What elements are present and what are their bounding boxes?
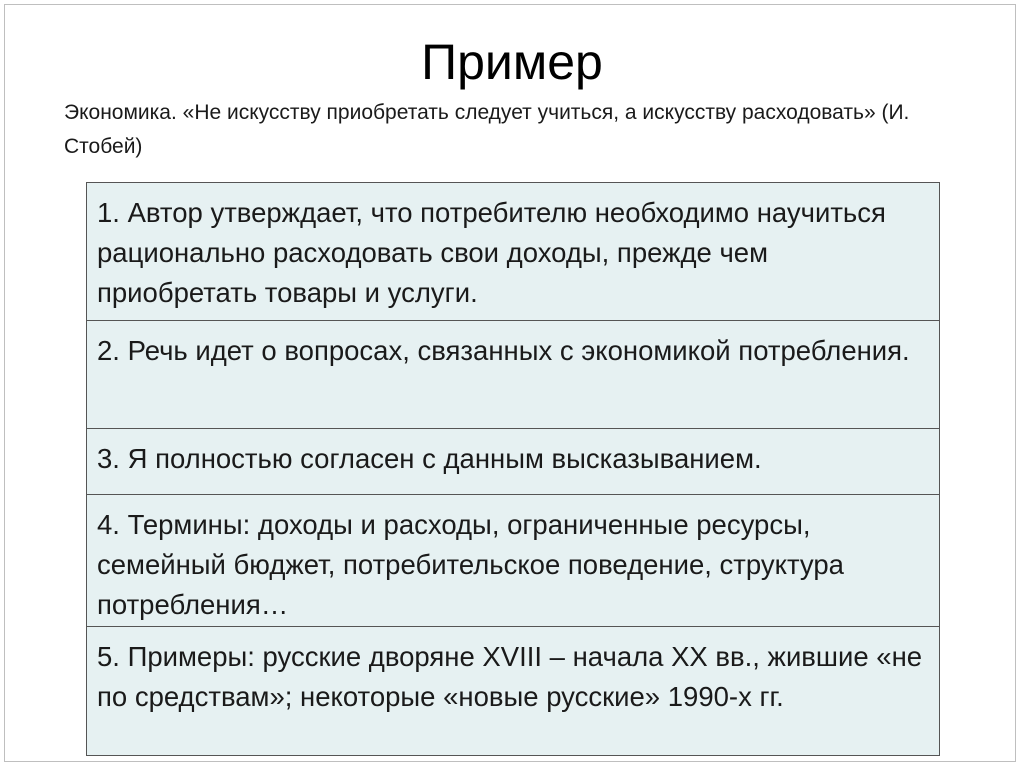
answer-table: [86, 182, 940, 756]
answer-item-3: 3. Я полностью согласен с данным высказыванием.: [87, 429, 939, 495]
answer-item-4: 4. Термины: доходы и расходы, ограниченные ресурсы, семейный бюджет, потребительское поведение, структура потребления…: [87, 495, 939, 627]
answer-item-5: 5. Примеры: русские дворяне XVIII – начала XX вв., жившие «не по средствам»; некоторые «новые русские» 1990-х гг.: [87, 627, 939, 755]
slide-subtitle: Экономика. «Не искусству приобретать следует учиться, а искусству расходовать» (И. Стобей): [64, 101, 910, 158]
slide-title: Пример: [421, 34, 603, 90]
answer-item-1: 1. Автор утверждает, что потребителю необходимо научиться рационально расходовать свои доходы, прежде чем приобретать товары и услуги.: [87, 183, 939, 321]
answer-item-2: 2. Речь идет о вопросах, связанных с экономикой потребления.: [87, 321, 939, 429]
